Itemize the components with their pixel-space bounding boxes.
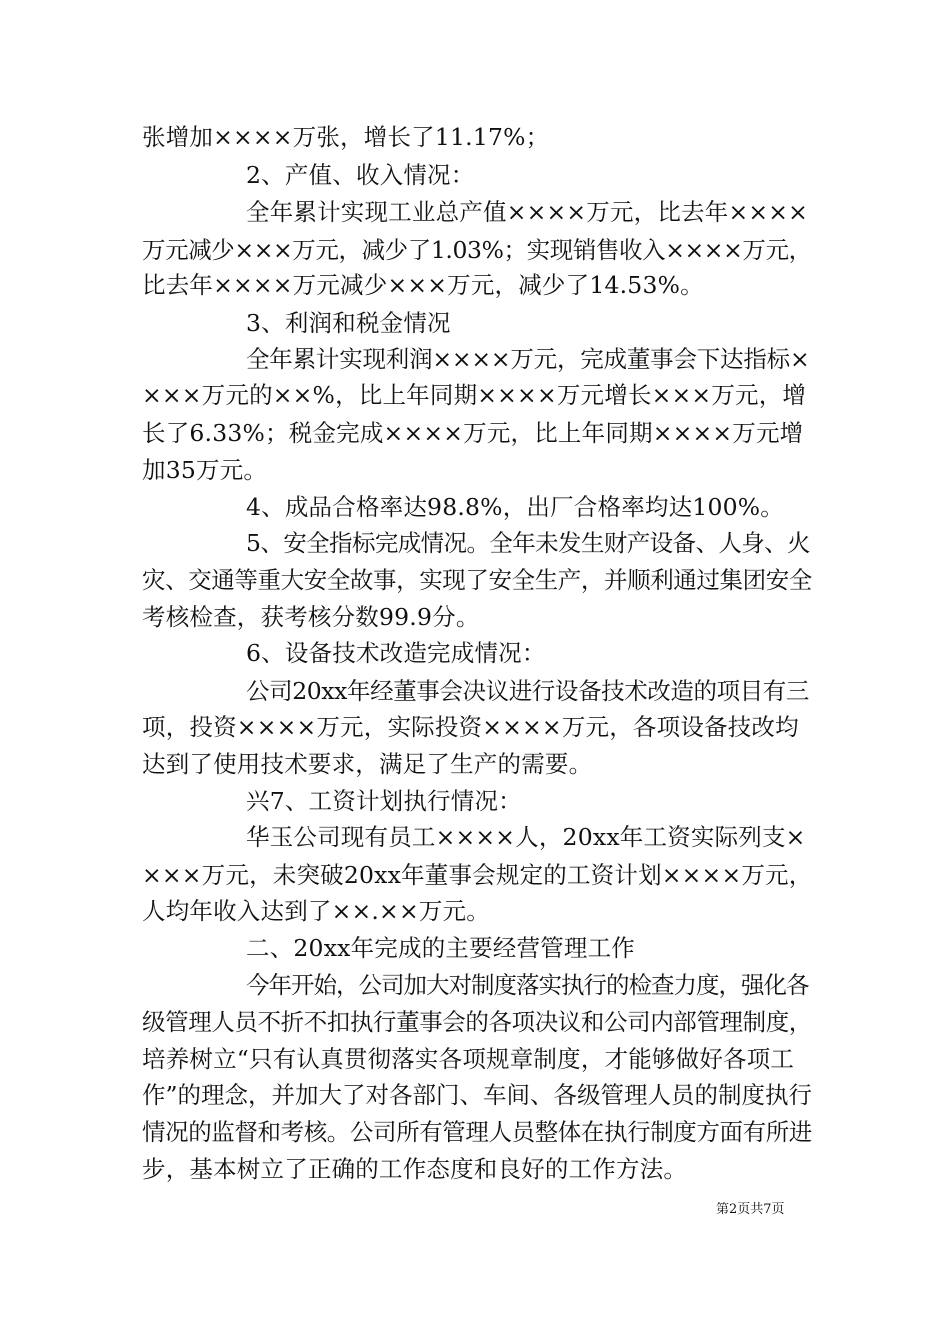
text-line: 情况的监督和考核。公司所有管理人员整体在执行制度方面有所进 xyxy=(142,1118,812,1146)
text-line: ×××万元，未突破20xx年董事会规定的工资计划××××万元， xyxy=(142,861,813,889)
text-line: 华玉公司现有员工××××人，20xx年工资实际列支× xyxy=(246,823,806,851)
text-line: 考核检查，获考核分数99.9分。 xyxy=(142,603,480,631)
text-line: 全年累计实现利润××××万元，完成董事会下达指标× xyxy=(246,345,810,373)
text-line: 5、安全指标完成情况。全年未发生财产设备、人身、火 xyxy=(246,529,810,557)
text-line: 加35万元。 xyxy=(142,456,268,484)
text-line: 张增加××××万张，增长了11.17%； xyxy=(142,123,550,151)
text-line: 公司20xx年经董事会决议进行设备技术改造的项目有三 xyxy=(246,677,810,705)
text-line: ×××万元的××%，比上年同期××××万元增长×××万元，增 xyxy=(142,381,807,409)
text-line: 作”的理念，并加大了对各部门、车间、各级管理人员的制度执行 xyxy=(142,1081,813,1109)
text-line: 项，投资××××万元，实际投资××××万元，各项设备技改均 xyxy=(142,713,799,741)
text-line: 今年开始，公司加大对制度落实执行的检查力度，强化各 xyxy=(246,971,809,999)
text-line: 级管理人员不折不扣执行董事会的各项决议和公司内部管理制度， xyxy=(142,1008,812,1036)
text-line: 灾、交通等重大安全故事，实现了安全生产，并顺利通过集团安全 xyxy=(142,566,812,594)
text-line: 达到了使用技术要求，满足了生产的需要。 xyxy=(142,750,593,778)
section-heading: 2、产值、收入情况： xyxy=(246,161,475,189)
text-line: 全年累计实现工业总产值××××万元，比去年×××× xyxy=(246,198,809,226)
section-heading: 二、20xx年完成的主要经营管理工作 xyxy=(246,934,636,962)
text-line: 万元减少×××万元，减少了1.03%；实现销售收入××××万元， xyxy=(142,236,812,264)
section-heading: 兴7、工资计划执行情况： xyxy=(246,787,522,815)
text-line: 比去年××××万元减少×××万元，减少了14.53%。 xyxy=(142,271,704,299)
section-heading: 3、利润和税金情况 xyxy=(246,309,451,337)
text-line: 长了6.33%；税金完成××××万元，比上年同期××××万元增 xyxy=(142,419,804,447)
text-line: 4、成品合格率达98.8%，出厂合格率均达100%。 xyxy=(246,493,784,521)
text-line: 人均年收入达到了××.××万元。 xyxy=(142,897,490,925)
text-line: 步，基本树立了正确的工作态度和良好的工作方法。 xyxy=(142,1155,688,1183)
text-line: 培养树立“只有认真贯彻落实各项规章制度，才能够做好各项工 xyxy=(142,1045,795,1073)
page-number: 第2页共7页 xyxy=(716,1202,785,1217)
section-heading: 6、设备技术改造完成情况： xyxy=(246,639,546,667)
